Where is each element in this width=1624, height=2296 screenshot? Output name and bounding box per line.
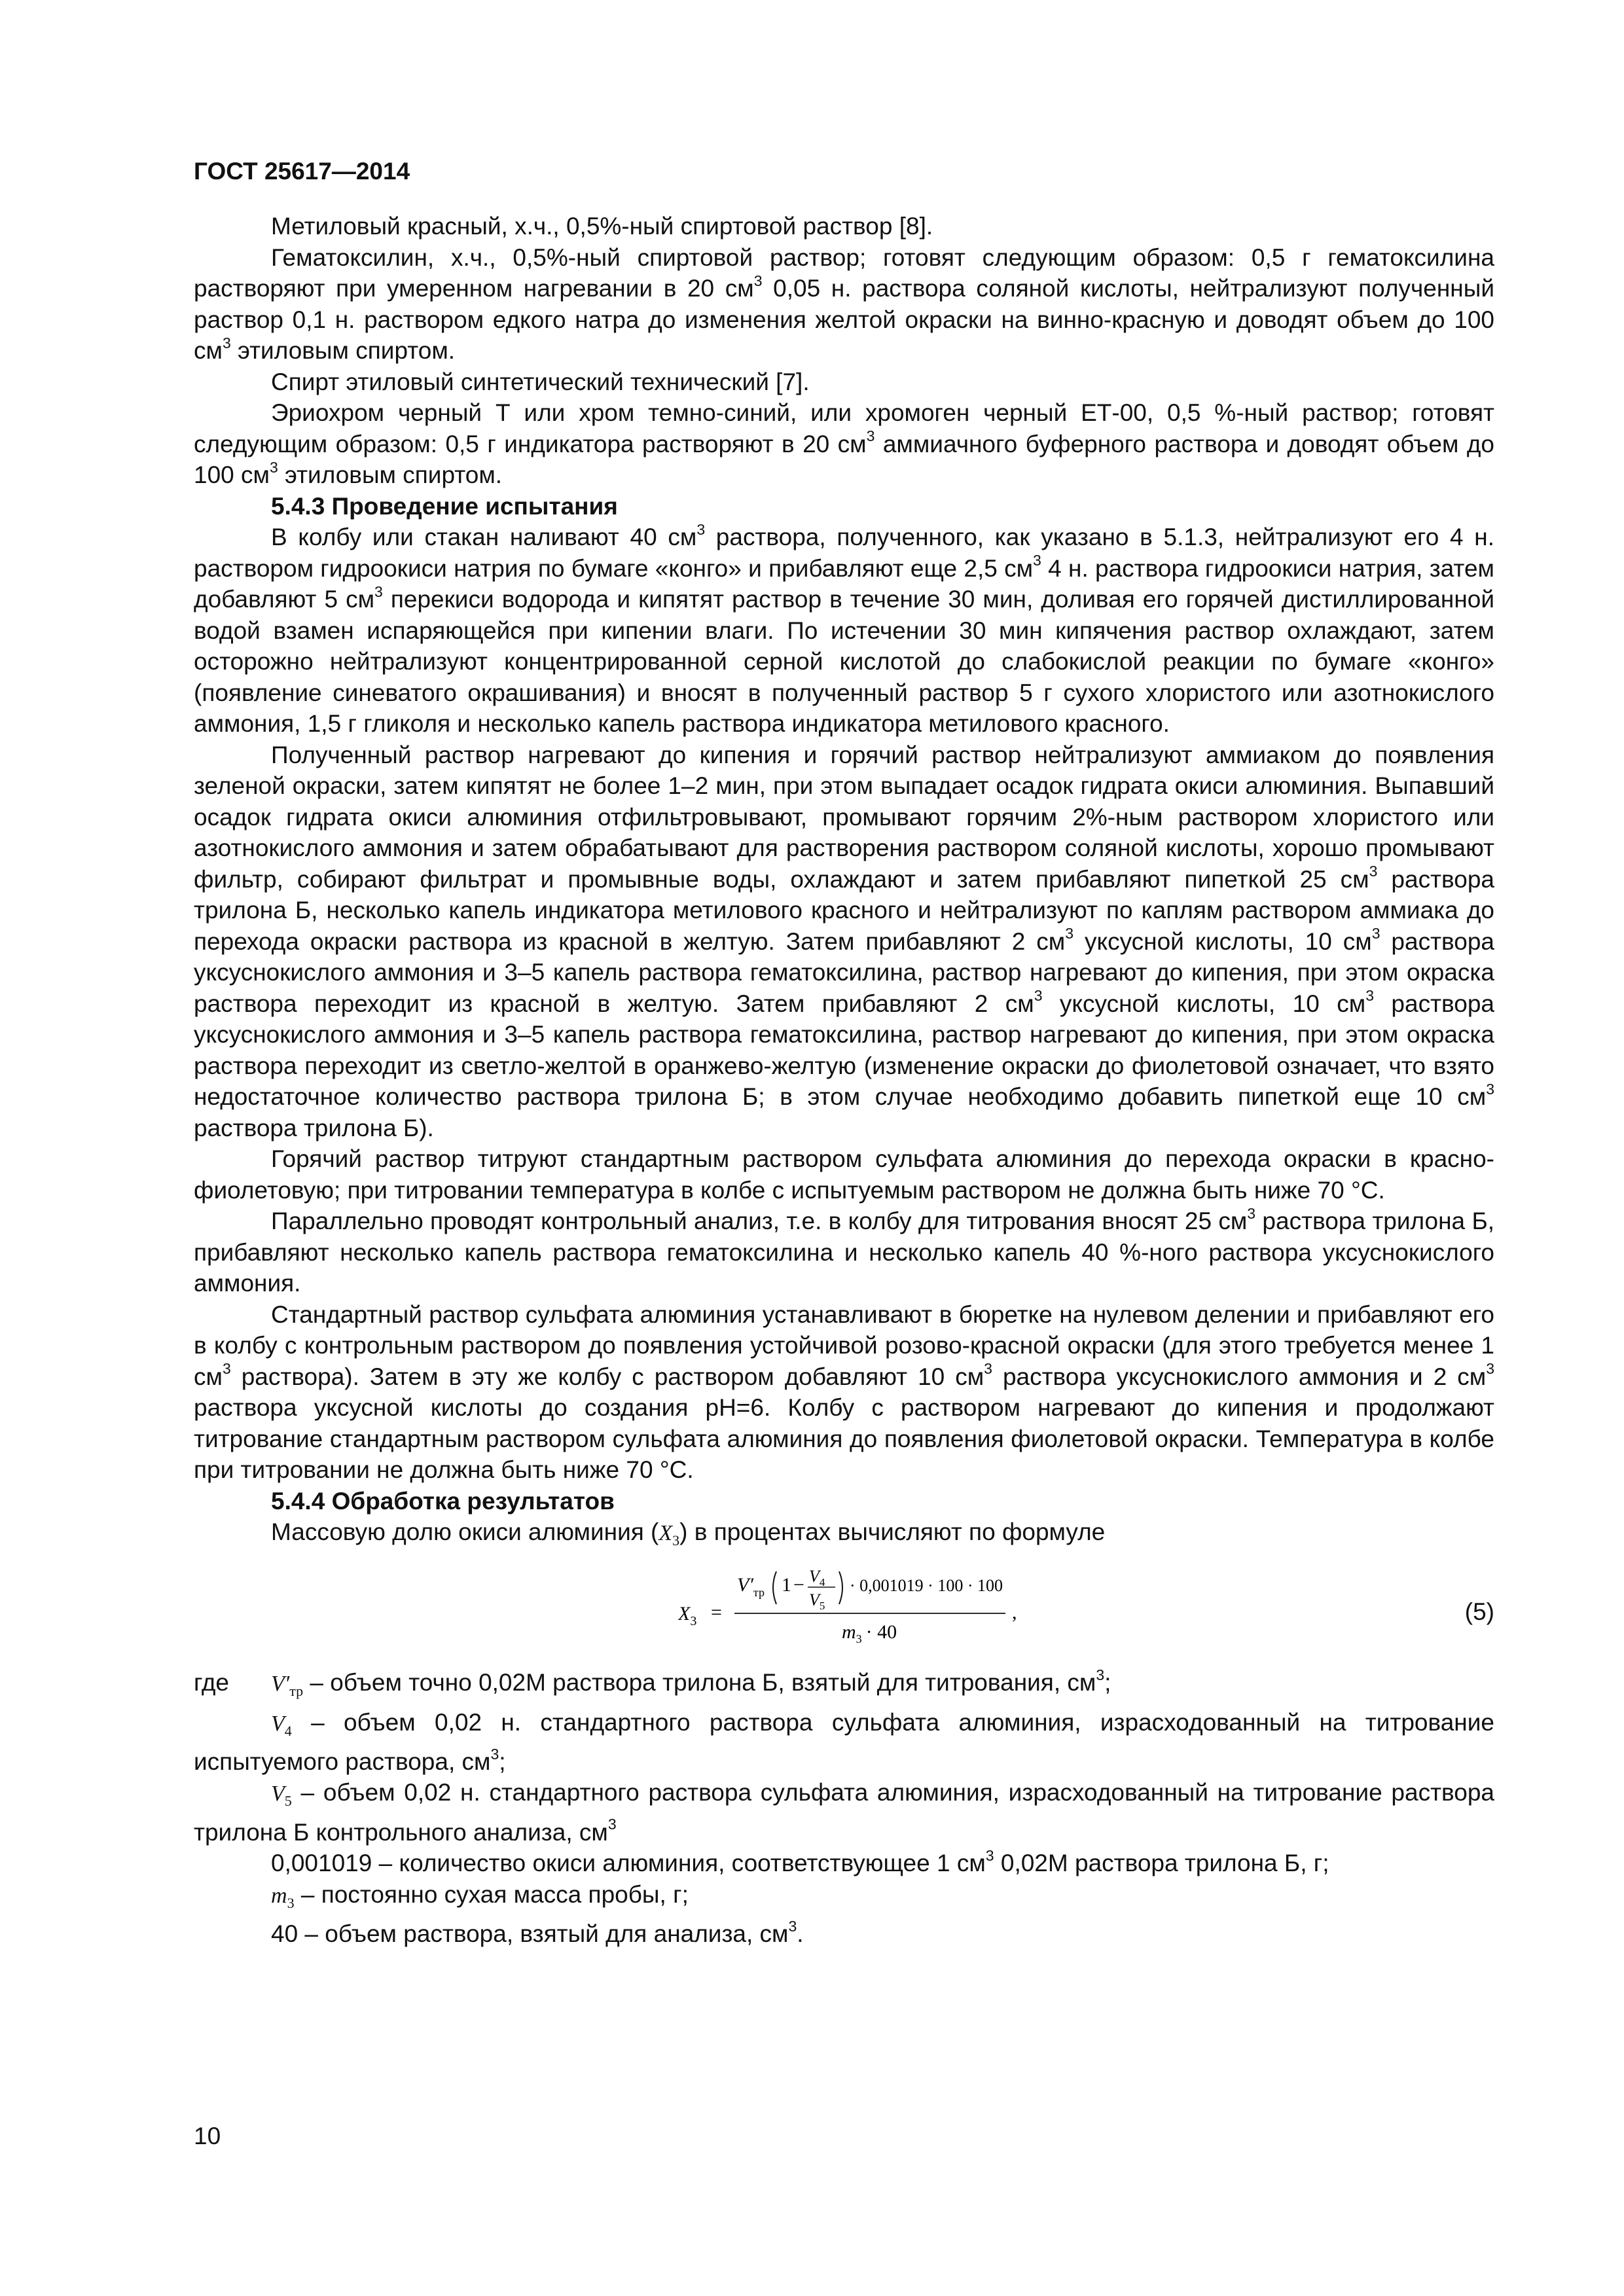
superscript: 3 [696, 520, 706, 538]
definition-text: – объем 0,02 н. стандартного раствора сульфата алюминия, израсходованный на титрование испытуемого раствора, см [194, 1708, 1494, 1775]
variable-definition [194, 1777, 1494, 1848]
text-run: 0,05 н. раствора соляной кислоты, нейтрализуют полученный раствор 0,1 н. раствором едкого натра до изменения желтой окраски на винно-красную и доводят объем до 100 см [194, 275, 1494, 364]
formula-intro-var: $X_3$ [659, 1521, 680, 1549]
superscript: 3 [1486, 1360, 1494, 1378]
formula-graphic [678, 1564, 1045, 1662]
superscript: 3 [1365, 987, 1374, 1005]
formula-paren-left [773, 1571, 776, 1604]
text-run: В колбу или стакан наливают 40 см [271, 524, 697, 550]
text-run: перекиси водорода и кипятят раствор в течение 30 мин, доливая его горячей дистиллированной водой взамен испаряющейся при кипении влаги. По истечении 30 мин кипячения раствор охлаждают, затем осторожно нейтрализуют концентрированной серной кислотой до слабокислой реакции по бумаге «конго» (появление синеватого окрашивания) и вносят в полученный раствор 5 г сухого хлористого или азотнокислого аммония, 1,5 г гликоля и несколько капель раствора индикатора метилового красного. [194, 586, 1495, 737]
definition-text: – постоянно сухая масса пробы, г; [294, 1880, 689, 1908]
text-run: этиловым спиртом. [278, 461, 503, 488]
formula-intro-before: Массовую долю окиси алюминия ( [271, 1518, 659, 1545]
definition-text: 40 – объем раствора, взятый для анализа, см [271, 1920, 789, 1947]
text-run: раствора уксуснокислого аммония и 3–5 капель раствора гематоксилина, раствор нагревают до кипения, при этом окраска раствора переходит из красной в желтую. Затем прибавляют 2 см [194, 927, 1494, 1017]
formula-5 [194, 1564, 1494, 1662]
superscript: 3 [1369, 863, 1378, 880]
body-paragraph: Горячий раствор титруют стандартным раствором сульфата алюминия до перехода окраски в красно-фиолетовую; при титровании температура в колбе с испытуемым раствором не должна быть ниже 70 °С. [194, 1145, 1494, 1204]
body-paragraph [194, 1299, 1494, 1486]
variable-definition [194, 1879, 1494, 1918]
superscript: 3 [984, 1360, 992, 1378]
variable-symbol: $V'_{тр}$ [271, 1672, 304, 1700]
definition-tail: ; [499, 1748, 506, 1775]
superscript: 3 [1247, 1204, 1256, 1222]
definition-tail: ; [1104, 1669, 1111, 1696]
superscript: 3 [607, 1816, 617, 1833]
formula-lhs: $X_3$ [678, 1603, 697, 1629]
text-run: аммиачного буферного раствора и доводят объем до 100 см [194, 430, 1494, 488]
text-run: уксусной кислоты, 10 см [1042, 990, 1366, 1017]
text-run: уксусной кислоты, 10 см [1074, 927, 1372, 955]
formula-v4: $V_4$ [809, 1567, 825, 1589]
page-number: 10 [194, 2123, 221, 2149]
formula-minus: − [793, 1574, 804, 1596]
superscript: 3 [753, 272, 763, 289]
text-run: раствора трилона Б). [194, 1114, 434, 1141]
superscript: 3 [374, 583, 383, 600]
formula-intro [194, 1516, 1494, 1556]
text-run: раствора). Затем в эту же колбу с раствором добавляют 10 см [230, 1363, 984, 1390]
body-paragraph [194, 1206, 1494, 1299]
section-heading: 5.4.4 Обработка результатов [271, 1487, 615, 1515]
superscript: 3 [1371, 925, 1380, 942]
document-code: ГОСТ 25617—2014 [194, 158, 410, 185]
text-run: этиловым спиртом. [230, 337, 456, 364]
definition-tail: . [797, 1920, 804, 1947]
variable-definitions [194, 1667, 1494, 1949]
superscript: 3 [1486, 1080, 1494, 1098]
text-run: раствора уксусной кислоты до создания рН=6. Колбу с раствором нагревают до кипения и продолжают титрование стандартным раствором сульфата алюминия до появления фиолетовой окраски. Температура в колбе при титровании не должна быть ниже 70 °С. [194, 1394, 1494, 1483]
formula-v5: $V_5$ [809, 1590, 825, 1613]
superscript: 3 [222, 334, 231, 351]
superscript: 3 [222, 1360, 231, 1378]
formula-denominator: $m_3 \cdot 40$ [842, 1621, 897, 1646]
formula-number: (5) [1464, 1598, 1494, 1626]
text-run: раствора, полученного, как указано в 5.1.3, нейтрализуют его 4 н. раствором гидроокиси натрия по бумаге «конго» и прибавляют еще 2,5 см [194, 524, 1494, 582]
body-paragraph [194, 242, 1494, 367]
body-paragraph: Спирт этиловый синтетический технический [7]. [271, 368, 810, 395]
variable-definition [194, 1667, 1494, 1706]
text-run: Гематоксилин, х.ч., 0,5%-ный спиртовой раствор; готовят следующим образом: 0,5 г гематоксилина растворяют при умеренном нагревании в 20 см [194, 243, 1494, 302]
formula-v-tr: $V'_{тр}$ [737, 1574, 765, 1600]
text-run: раствора трилона Б, несколько капель индикатора метилового красного и нейтрализуют по каплям раствором аммиака до перехода окраски раствора из красной в желтую. Затем прибавляют 2 см [194, 865, 1494, 955]
text-run: Полученный раствор нагревают до кипения и горячий раствор нейтрализуют аммиаком до появления зеленой окраски, затем кипятят не более 1–2 мин, при этом выпадает осадок гидрата окиси алюминия. Выпавший осадок гидрата окиси алюминия отфильтровывают, промывают горячим 2%-ным раствором хлористого или азотнокислого аммония и затем обрабатывают для растворения раствором соляной кислоты, хорошо промывают фильтр, собирают фильтрат и промывные воды, охлаждают и затем прибавляют пипеткой 25 см [194, 741, 1494, 893]
definition-text: – объем точно 0,02М раствора трилона Б, взятый для титрования, см [303, 1669, 1096, 1696]
text-run: Стандартный раствор сульфата алюминия устанавливают в бюретке на нулевом делении и прибавляют его в колбу с контрольным раствором до появления устойчивой розово-красной окраски (для этого требуется менее 1 см [194, 1300, 1494, 1390]
variable-symbol: $m_3$ [271, 1883, 295, 1911]
definition-text: – объем 0,02 н. стандартного раствора сульфата алюминия, израсходованный на титрование раствора трилона Б контрольного анализа, см [194, 1779, 1494, 1846]
superscript: 3 [490, 1745, 499, 1763]
formula-paren-right [839, 1571, 842, 1604]
body-paragraph [194, 397, 1494, 491]
variable-definition [194, 1707, 1494, 1778]
document-body [194, 211, 1494, 1949]
superscript: 3 [985, 1846, 994, 1864]
superscript: 3 [866, 427, 875, 445]
text-run: 4 н. раствора гидроокиси натрия, затем добавляют 5 см [194, 554, 1494, 613]
paragraph-list [194, 211, 1494, 1516]
text-run: раствора уксуснокислого аммония и 2 см [992, 1363, 1487, 1390]
formula-factors: · 0,001019 · 100 · 100 [850, 1576, 1003, 1596]
text-run: Параллельно проводят контрольный анализ, т.е. в колбу для титрования вносят 25 см [271, 1208, 1248, 1234]
body-paragraph [194, 740, 1494, 1144]
text-run: Эриохром черный Т или хром темно-синий, или хромоген черный ЕТ-00, 0,5 %-ный раствор; готовят следующим образом: 0,5 г индикатора растворяют в 20 см [194, 399, 1494, 457]
superscript: 3 [269, 458, 278, 476]
definition-text: 0,001019 – количество окиси алюминия, соответствующее 1 см [271, 1850, 986, 1877]
variable-symbol: $V_5$ [271, 1782, 292, 1810]
definition-tail: 0,02М раствора трилона Б, г; [994, 1850, 1329, 1877]
text-run: раствора трилона Б, прибавляют несколько капель раствора гематоксилина и несколько капель 40 %-ного раствора уксуснокислого аммония. [194, 1208, 1495, 1297]
section-heading: 5.4.3 Проведение испытания [271, 492, 618, 520]
superscript: 3 [1065, 925, 1074, 942]
body-paragraph: Метиловый красный, х.ч., 0,5%-ный спиртовой раствор [8]. [271, 213, 933, 240]
formula-comma: , [1012, 1602, 1017, 1624]
variable-definition [194, 1918, 1494, 1950]
text-run: раствора уксуснокислого аммония и 3–5 капель раствора гематоксилина, раствор нагревают до кипения, при этом окраска раствора переходит из светло-желтой в оранжево-желтую (изменение окраски до фиолетовой означает, что взято недостаточное количество раствора трилона Б; в этом случае необходимо добавить пипеткой еще 10 см [194, 990, 1495, 1110]
superscript: 3 [1034, 987, 1043, 1005]
formula-equals: = [711, 1602, 722, 1624]
body-paragraph [194, 522, 1494, 740]
superscript: 3 [1033, 552, 1041, 569]
where-label: где [194, 1669, 230, 1696]
formula-one: 1 [782, 1574, 791, 1596]
superscript: 3 [788, 1917, 797, 1935]
superscript: 3 [1096, 1666, 1105, 1683]
variable-definition [194, 1848, 1494, 1879]
variable-symbol: $V_4$ [271, 1711, 292, 1739]
formula-intro-after: ) в процентах вычисляют по формуле [679, 1518, 1106, 1545]
